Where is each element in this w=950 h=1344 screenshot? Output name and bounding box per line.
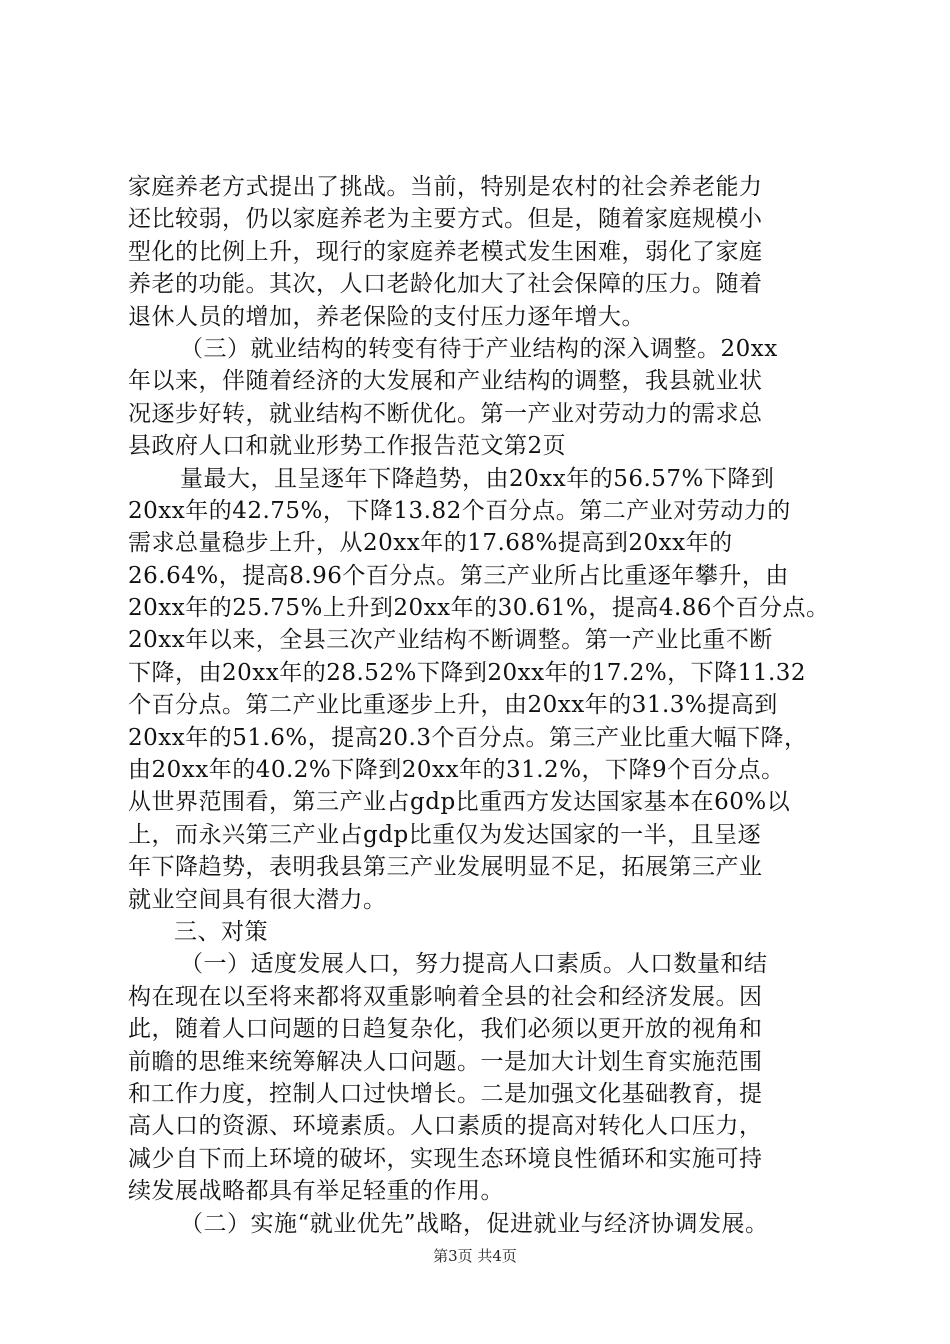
text-line: 构在现在以至将来都将双重影响着全县的社会和经济发展。因 bbox=[128, 983, 763, 1010]
document-body bbox=[128, 171, 828, 1240]
paragraph-start-line: （二）实施“就业优先”战略，促进就业与经济协调发展。 bbox=[180, 1210, 769, 1237]
text-line: 养老的功能。其次，人口老龄化加大了社会保障的压力。随着 bbox=[128, 271, 763, 298]
text-line: 需求总量稳步上升，从20xx年的17.68%提高到20xx年的 bbox=[128, 530, 733, 557]
text-line: 20xx年的42.75%，下降13.82个百分点。第二产业对劳动力的 bbox=[128, 497, 791, 524]
text-line: 就业空间具有很大潜力。 bbox=[128, 886, 387, 913]
page-break-title-line: 县政府人口和就业形势工作报告范文第2页 bbox=[128, 433, 567, 460]
text-line: 20xx年的51.6%，提高20.3个百分点。第三产业比重大幅下降， bbox=[128, 724, 808, 751]
text-line: 个百分点。第二产业比重逐步上升，由20xx年的31.3%提高到 bbox=[128, 692, 778, 719]
text-line: 20xx年以来，全县三次产业结构不断调整。第一产业比重不断 bbox=[128, 627, 773, 654]
text-line: 况逐步好转，就业结构不断优化。第一产业对劳动力的需求总 bbox=[128, 400, 763, 427]
text-line: 和工作力度，控制人口过快增长。二是加强文化基础教育，提 bbox=[128, 1080, 763, 1107]
text-line: 26.64%，提高8.96个百分点。第三产业所占比重逐年攀升，由 bbox=[128, 562, 789, 589]
paragraph-start-line: （三）就业结构的转变有待于产业结构的深入调整。20xx bbox=[180, 335, 778, 362]
paragraph-start-line: 量最大，且呈逐年下降趋势，由20xx年的56.57%下降到 bbox=[180, 465, 775, 492]
text-line: 下降，由20xx年的28.52%下降到20xx年的17.2%，下降11.32 bbox=[128, 659, 807, 686]
text-line: 年以来，伴随着经济的大发展和产业结构的调整，我县就业状 bbox=[128, 368, 763, 395]
text-line: 年下降趋势，表明我县第三产业发展明显不足，拓展第三产业 bbox=[128, 854, 763, 881]
section-heading: 三、对策 bbox=[174, 918, 268, 945]
text-line: 由20xx年的40.2%下降到20xx年的31.2%，下降9个百分点。 bbox=[128, 757, 785, 784]
text-line: 型化的比例上升，现行的家庭养老模式发生困难，弱化了家庭 bbox=[128, 238, 763, 265]
paragraph-start-line: （一）适度发展人口，努力提高人口素质。人口数量和结 bbox=[180, 951, 768, 978]
text-line: 减少自下而上环境的破坏，实现生态环境良性循环和实施可持 bbox=[128, 1145, 763, 1172]
text-line: 20xx年的25.75%上升到20xx年的30.61%，提高4.86个百分点。 bbox=[128, 595, 830, 622]
text-line: 退休人员的增加，养老保险的支付压力逐年增大。 bbox=[128, 303, 645, 330]
text-line: 从世界范围看，第三产业占gdp比重西方发达国家基本在60%以 bbox=[128, 789, 791, 816]
text-line: 高人口的资源、环境素质。人口素质的提高对转化人口压力， bbox=[128, 1113, 763, 1140]
text-line: 续发展战略都具有举足轻重的作用。 bbox=[128, 1178, 504, 1205]
text-line: 还比较弱，仍以家庭养老为主要方式。但是，随着家庭规模小 bbox=[128, 206, 763, 233]
text-line: 前瞻的思维来统筹解决人口问题。一是加大计划生育实施范围 bbox=[128, 1048, 763, 1075]
text-line: 家庭养老方式提出了挑战。当前，特别是农村的社会养老能力 bbox=[128, 174, 763, 200]
text-line: 上，而永兴第三产业占gdp比重仅为发达国家的一半，且呈逐 bbox=[128, 821, 762, 848]
page-footer: 第3页 共4页 bbox=[433, 1247, 517, 1265]
text-line: 此，随着人口问题的日趋复杂化，我们必须以更开放的视角和 bbox=[128, 1016, 763, 1043]
